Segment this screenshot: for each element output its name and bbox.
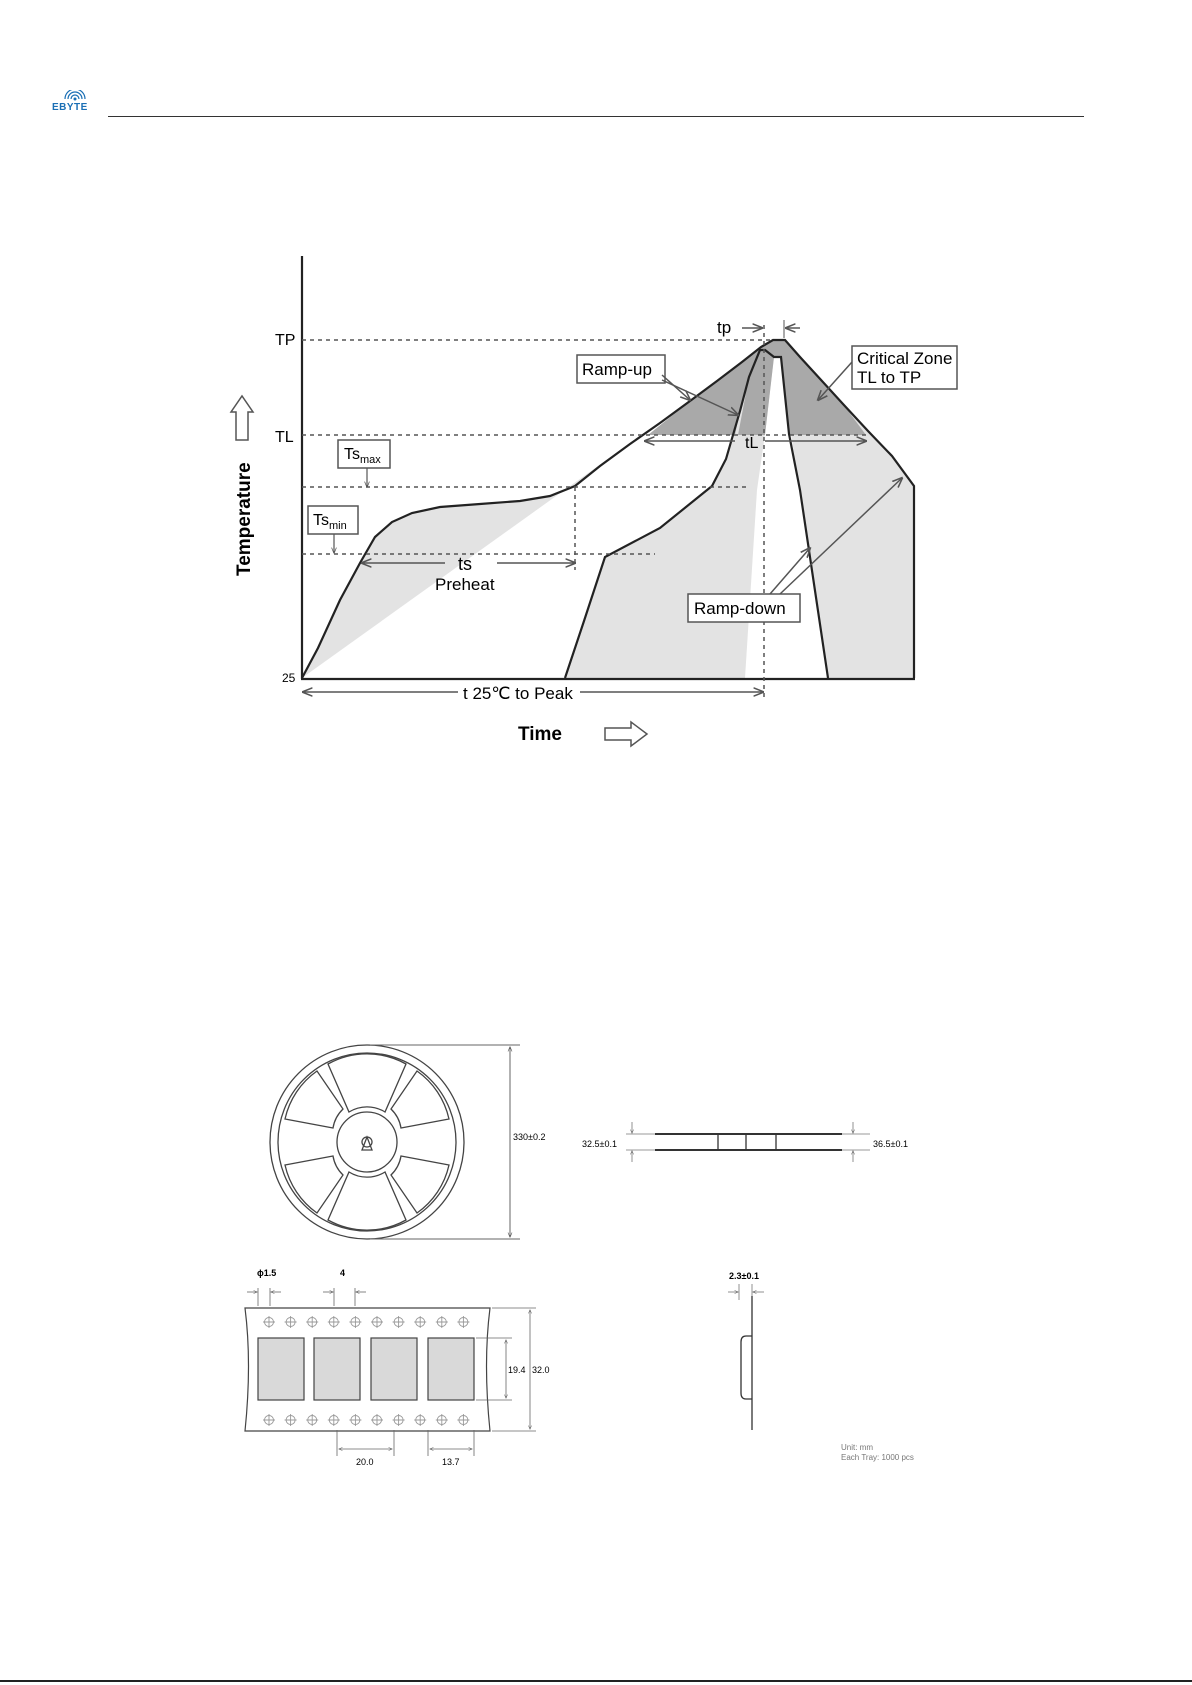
x-axis-title: Time — [518, 724, 563, 745]
reel-front-view — [270, 1045, 464, 1239]
pocket-height-label: 19.4 — [508, 1365, 526, 1375]
reel-side-view — [626, 1122, 870, 1162]
t-to-peak-label: t 25℃ to Peak — [463, 684, 573, 703]
reel-width-right-label: 36.5±0.1 — [873, 1139, 908, 1149]
tp-axis-label: TP — [275, 332, 296, 349]
reel-diameter-dim — [370, 1045, 520, 1239]
hole-pitch-label: 4 — [340, 1268, 346, 1278]
reel-width-left-label: 32.5±0.1 — [582, 1139, 617, 1149]
critical-zone-label-2: TL to TP — [857, 368, 922, 387]
ts-max-label: $Ts_{max}$ — [344, 446, 381, 466]
origin-label: 25 — [282, 671, 296, 685]
tape-top-view — [245, 1308, 490, 1431]
ramp-up-label: Ramp-up — [582, 360, 652, 379]
logo-text: EBYTE — [52, 102, 88, 113]
reel-diameter-label: 330±0.2 — [513, 1132, 546, 1142]
right-arrow-icon — [605, 722, 647, 746]
pocket-length-label: 13.7 — [442, 1457, 460, 1467]
preheat-label: Preheat — [435, 575, 495, 594]
up-arrow-icon — [231, 396, 253, 440]
y-axis-title: Temperature — [234, 462, 255, 576]
ramp-down-label: Ramp-down — [694, 599, 786, 618]
tray-note: Each Tray: 1000 pcs — [841, 1453, 914, 1462]
tape-width-label: 32.0 — [532, 1365, 550, 1375]
tape-thickness-label: 2.3±0.1 — [729, 1271, 759, 1281]
reflow-profile-diagram — [231, 256, 957, 746]
footer-rule — [0, 1680, 1192, 1682]
tl-time-label: tL — [745, 435, 759, 452]
ts-min-label: $Ts_{min}$ — [313, 512, 347, 532]
tl-axis-label: TL — [275, 429, 294, 446]
unit-note: Unit: mm — [841, 1443, 873, 1452]
ts-label: ts — [458, 554, 473, 574]
tape-side-view — [728, 1284, 764, 1430]
hole-diameter-label: ϕ1.5 — [257, 1268, 277, 1278]
tp-time-label: tp — [717, 318, 732, 337]
critical-zone-fill — [648, 340, 866, 435]
pocket-pitch-label: 20.0 — [356, 1457, 374, 1467]
critical-zone-label-1: Critical Zone — [857, 349, 953, 368]
